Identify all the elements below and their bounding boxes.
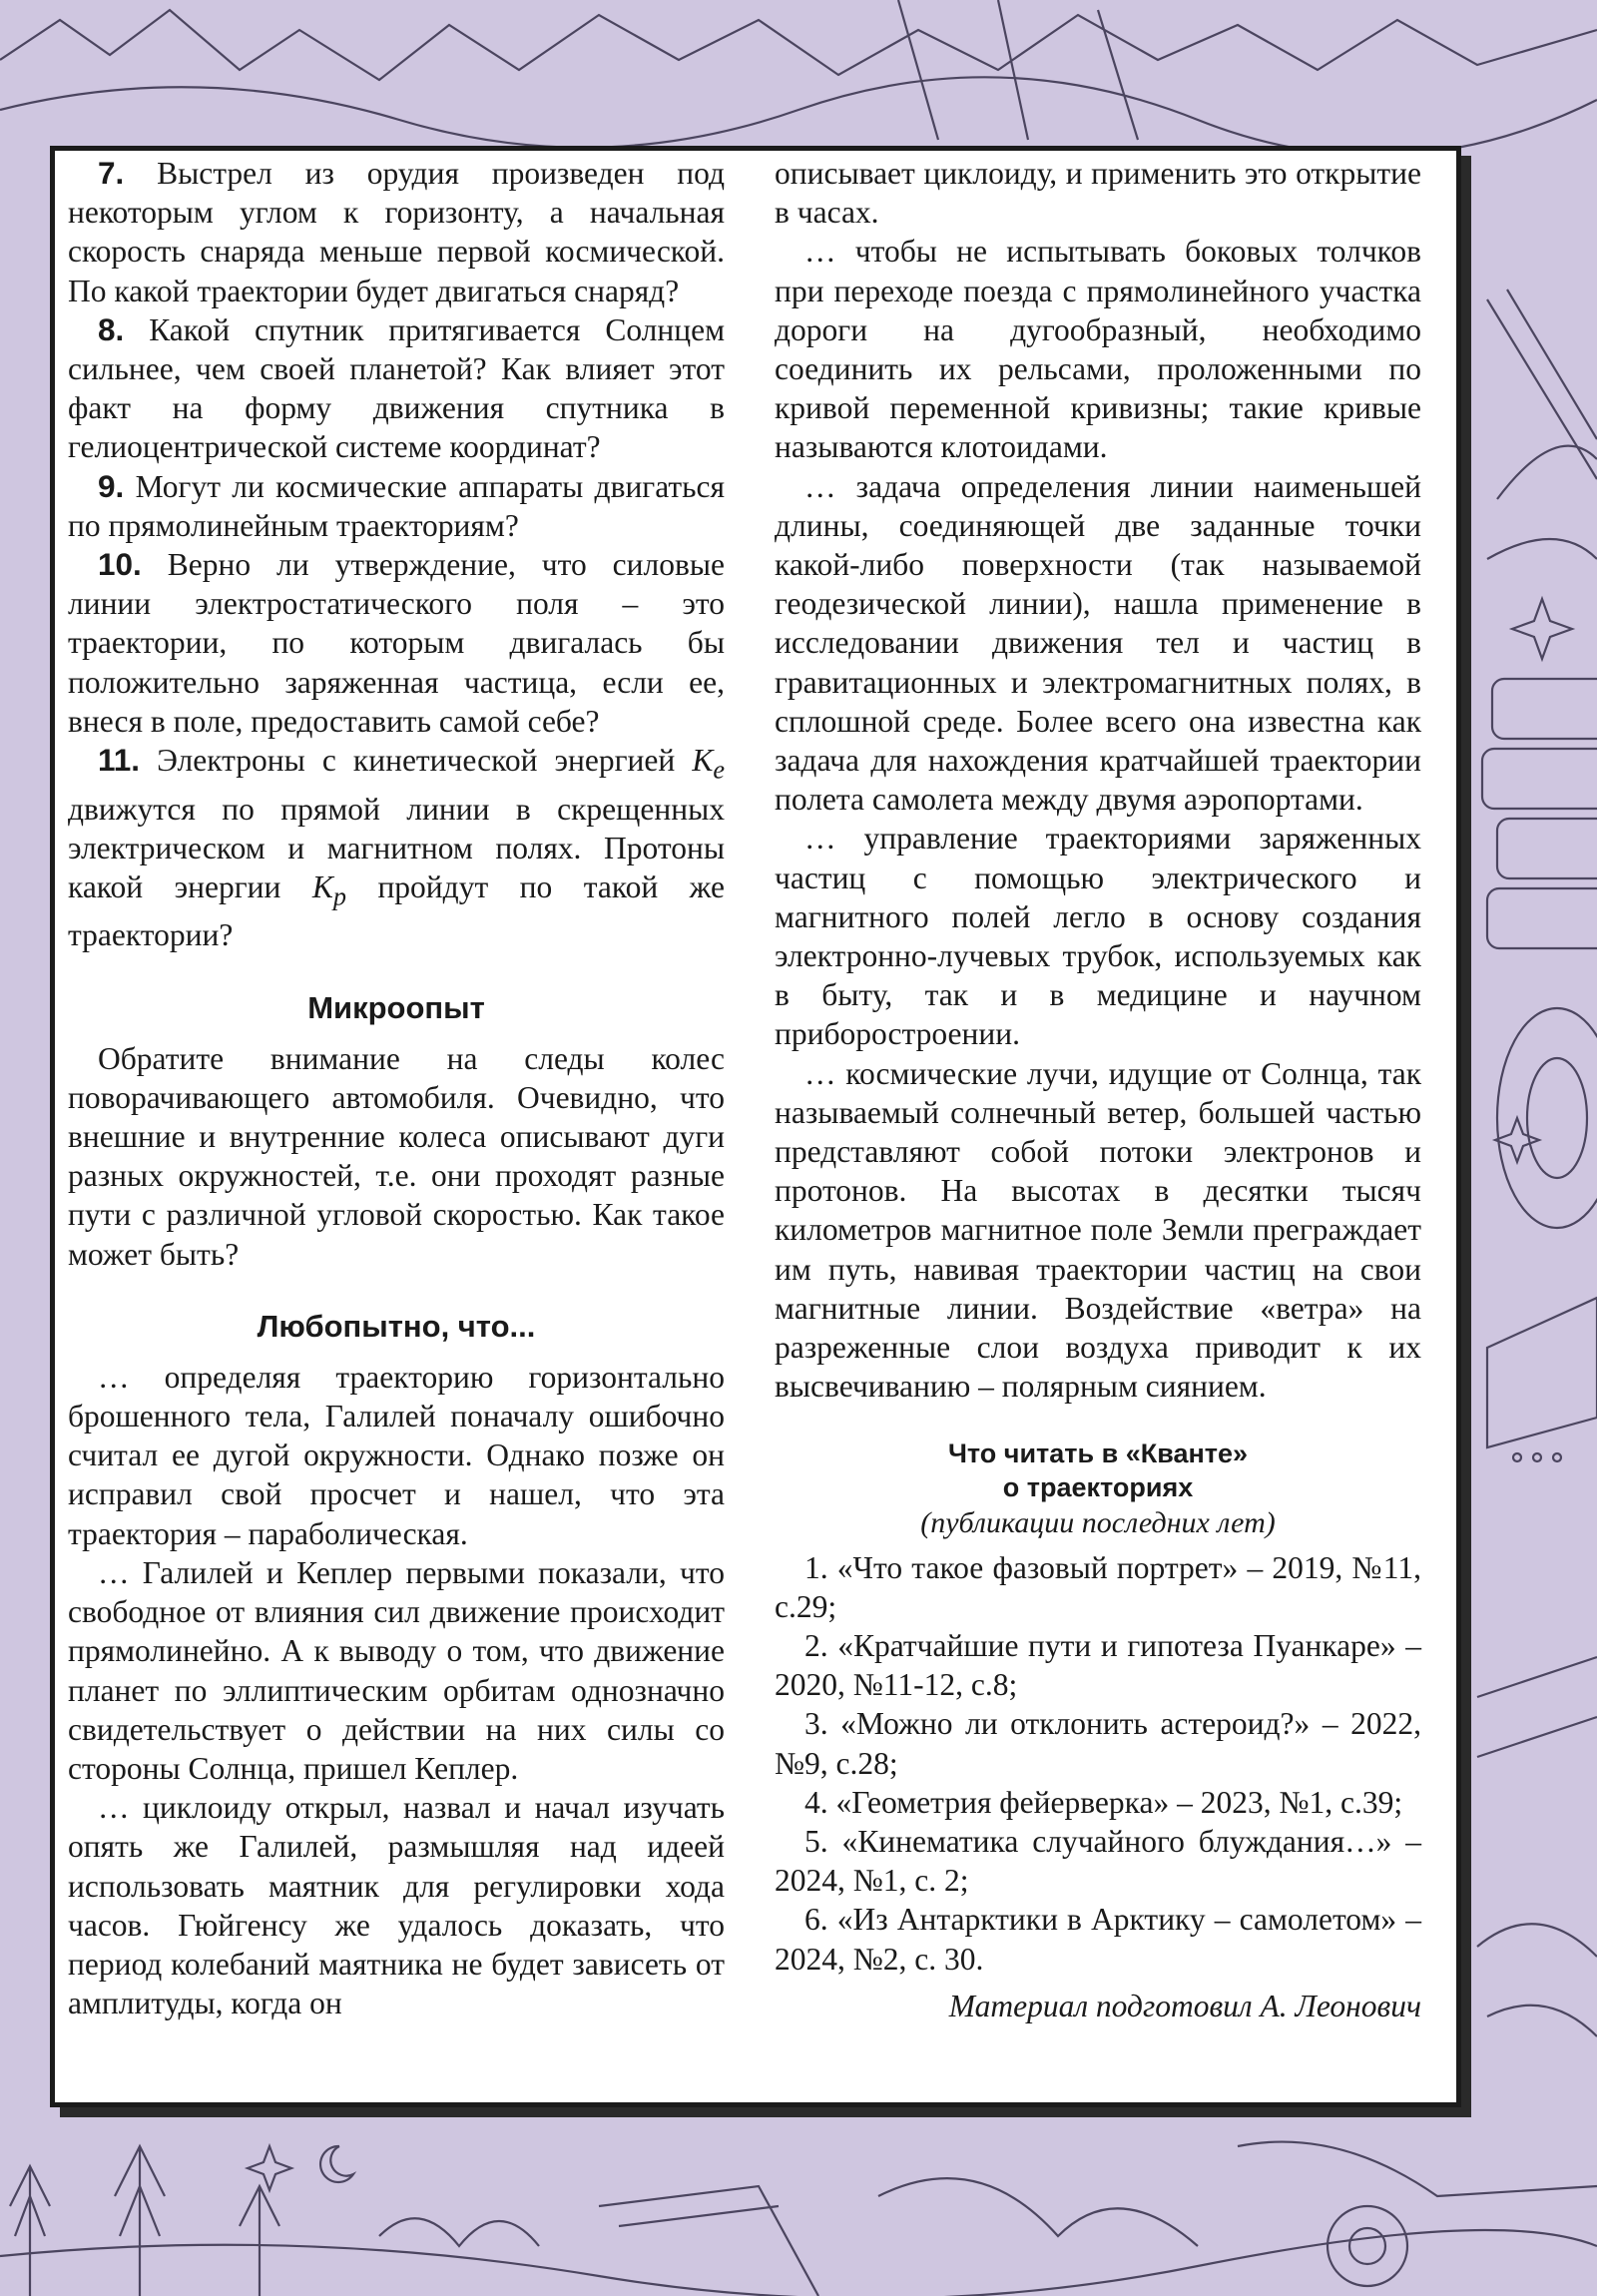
curious-item: … определяя траекторию горизонтально брошенного тела, Галилей поначалу ошибочно считал ее дугой окружности. Однако позже он исправил свой просчет и нашел, что эта траектория – параболическая. [68,1359,725,1551]
left-column [68,154,725,2022]
curious-heading: Любопытно, что... [257,1308,536,1344]
curious-item: … циклоиду открыл, назвал и начал изучать опять же Галилей, размышляя над идеей использовать маятник для регулировки хода часов. Гюйгенсу же удалось доказать, что период колебаний маятника не будет зависеть от амплитуды, когда он [68,1790,725,2021]
right-column [775,154,1421,2025]
reading-item: 2. «Кратчайшие пути и гипотеза Пуанкаре» – 2020, №11-12, с.8; [775,1627,1421,1703]
reading-item: 1. «Что такое фазовый портрет» – 2019, №11, с.29; [775,1549,1421,1624]
curious-item: … чтобы не испытывать боковых толчков при переходе поезда с прямолинейного участка дороги на дугообразный, необходимо соединить их рельсами, проложенными по кривой переменной кривизны; такие кривые называются клотоидами. [775,234,1421,465]
curious-continued: описывает циклоиду, и применить это открытие в часах. [775,156,1421,231]
reading-item: 5. «Кинематика случайного блуждания…» – 2024, №1, с. 2; [775,1823,1421,1899]
question-9: 9. Могут ли космические аппараты двигаться по прямолинейным траекториям? [68,467,725,543]
question-10: 10. Верно ли утверждение, что силовые линии электростатического поля – это траектории, по которым двигалась бы положительно заряженная частица, если ее, внеся в поле, предоставить самой себе? [68,546,725,739]
author-credit: Материал подготовил А. Леонович [948,1988,1421,2023]
reading-item: 6. «Из Антарктики в Арктику – самолетом» – 2024, №2, с. 30. [775,1902,1421,1977]
microexp-text: Обратите внимание на следы колес поворачивающего автомобиля. Очевидно, что внешние и внутренние колеса описывают дуги разных окружностей, т.е. они проходят разные пути с различной угловой скоростью. Как такое может быть? [68,1040,725,1272]
question-7: 7. Выстрел из орудия произведен под некоторым углом к горизонту, а начальная скорость снаряда меньше первой космической. По какой траектории будет двигаться снаряд? [68,155,726,308]
reading-item: 4. «Геометрия фейерверка» – 2023, №1, с.39; [804,1784,1403,1820]
question-11: 11. Электроны с кинетической энергией $K_e$ движутся по прямой линии в скрещенных электрическом и магнитном полях. Протоны какой энергии $K_p$ пройдут по такой же траектории? [68,742,726,953]
reading-item: 3. «Можно ли отклонить астероид?» – 2022, №9, с.28; [775,1706,1421,1781]
kp-symbol: $K_p$ [311,868,346,911]
curious-item: … Галилей и Кеплер первыми показали, что свободное от влияния сил движение происходит прямолинейно. А к выводу о том, что движение планет по эллиптическим орбитам однозначно свидетельствует о действии на них силы со стороны Солнца, пришел Кеплер. [68,1554,725,1786]
curious-item: … задача определения линии наименьшей длины, соединяющей две заданные точки какой-либо поверхности (так называемой геодезической линии), нашла применение в исследовании движения тел и частиц в гравитационных и электромагнитных полях, в сплошной среде. Более всего она известна как задача для нахождения кратчайшей траектории полета самолета между двумя аэропортами. [775,468,1421,818]
reading-heading: Что читать в «Кванте» о траекториях [947,1437,1249,1502]
curious-item: … управление траекториями заряженных частиц с помощью электрического и магнитного полей легло в основу создания электронно-лучевых трубок, используемых как в быту, так и в медицине и научном приборостроении. [775,821,1421,1052]
ke-symbol: $K_e$ [692,743,725,785]
microexp-heading: Микроопыт [307,989,485,1025]
question-8: 8. Какой спутник притягивается Солнцем сильнее, чем своей планетой? Как влияет этот факт на форму движения спутника в гелиоцентрической системе координат? [68,310,726,465]
reading-subtitle: (публикации последних лет) [920,1505,1276,1539]
curious-item: … космические лучи, идущие от Солнца, так называемый солнечный ветер, большей частью представляют собой потоки электронов и протонов. На высотах в десятки тысяч километров магнитное поле Земли преграждает им путь, навивая траектории частиц на свои магнитные линии. Воздействие «ветра» на разреженные слои воздуха приводит к их высвечиванию – полярным сиянием. [775,1055,1421,1405]
